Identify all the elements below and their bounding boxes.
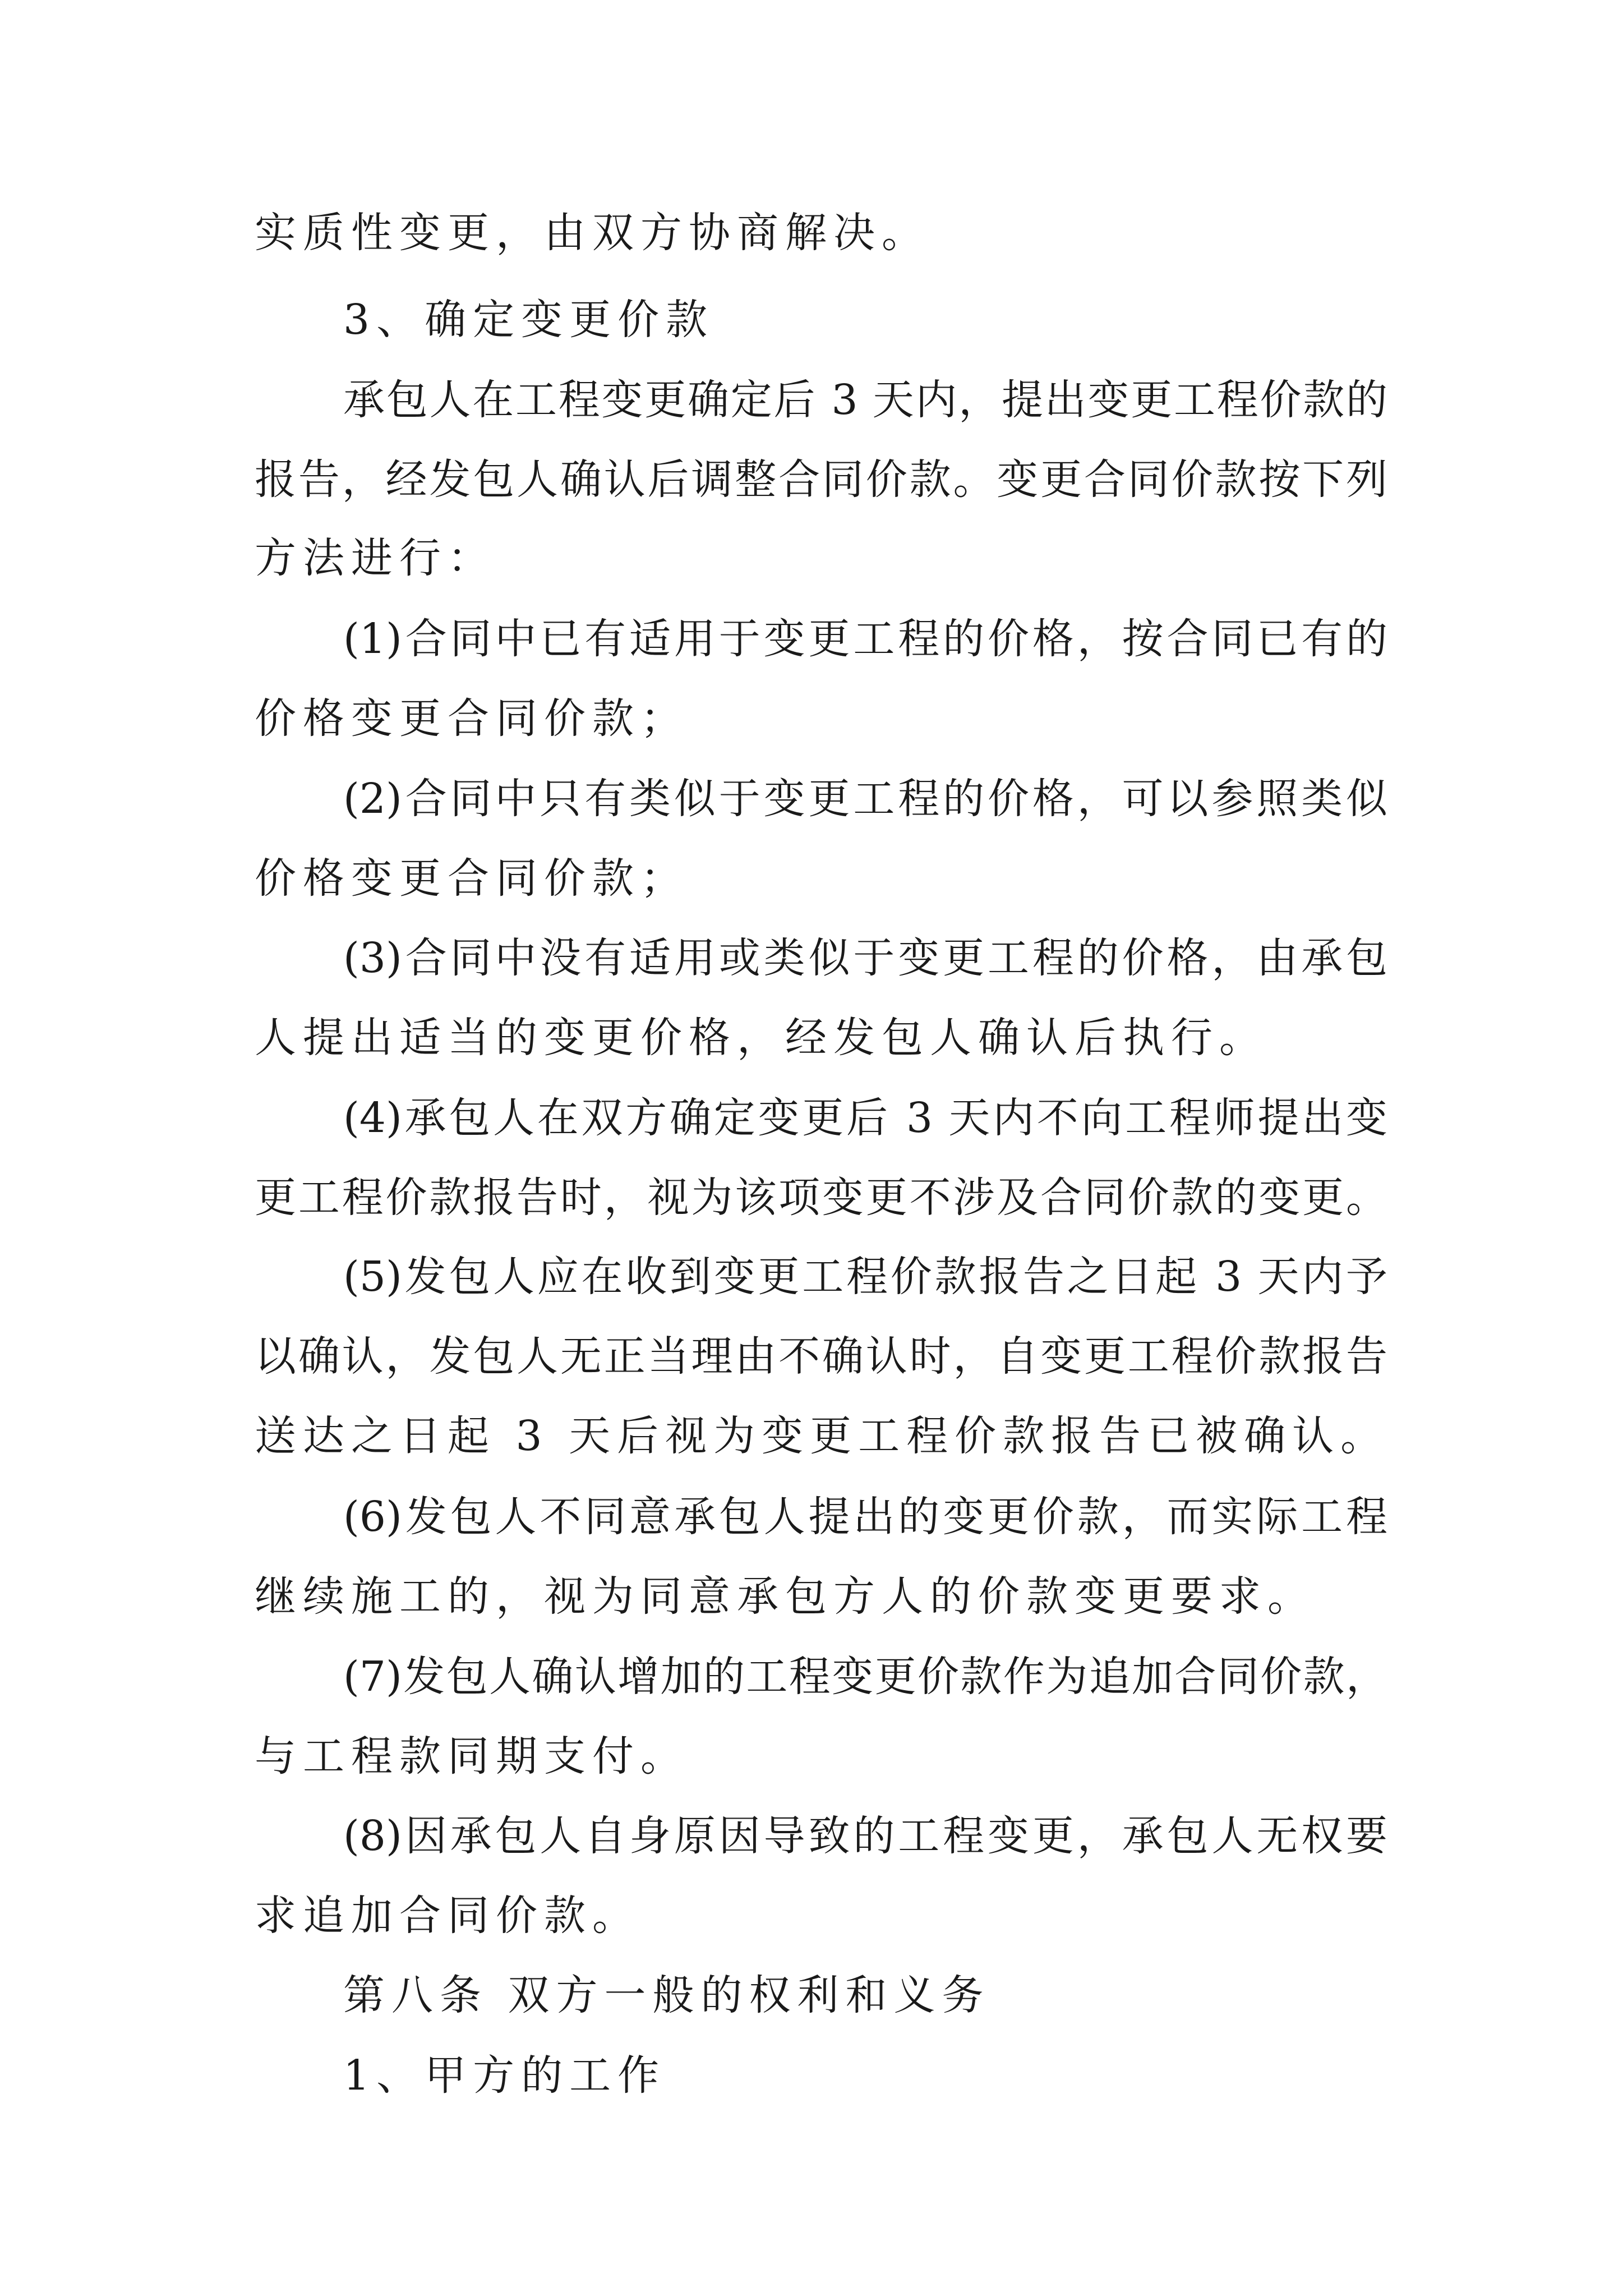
text-line: 价格变更合同价款； — [255, 694, 689, 743]
text-line: 报告，经发包人确认后调整合同价款。变更合同价款按下列 — [255, 455, 1387, 504]
text-line: (1)合同中已有适用于变更工程的价格，按合同已有的 — [343, 615, 1387, 663]
text-line: 与工程款同期支付。 — [255, 1732, 689, 1780]
text-line: 人提出适当的变更价格，经发包人确认后执行。 — [255, 1014, 1267, 1062]
text-line: 方法进行： — [255, 534, 496, 582]
text-line: (8)因承包人自身原因导致的工程变更，承包人无权要 — [343, 1812, 1387, 1860]
text-line: 送达之日起 3 天后视为变更工程价款报告已被确认。 — [255, 1412, 1389, 1460]
text-line: (5)发包人应在收到变更工程价款报告之日起 3 天内予 — [343, 1253, 1387, 1301]
text-line: (3)合同中没有适用或类似于变更工程的价格，由承包 — [343, 934, 1387, 982]
article-heading: 第八条 双方一般的权利和义务 — [343, 1971, 990, 2019]
text-line: 继续施工的，视为同意承包方人的价款变更要求。 — [255, 1572, 1316, 1621]
text-line: 价格变更合同价款； — [255, 854, 689, 903]
text-line: (7)发包人确认增加的工程变更价款作为追加合同价款， — [343, 1653, 1387, 1701]
section-heading: 1、甲方的工作 — [343, 2051, 666, 2100]
text-line: (4)承包人在双方确定变更后 3 天内不向工程师提出变 — [343, 1094, 1387, 1142]
text-line: 求追加合同价款。 — [255, 1892, 640, 1940]
section-heading: 3、确定变更价款 — [343, 296, 714, 344]
text-line: (2)合同中只有类似于变更工程的价格，可以参照类似 — [343, 775, 1387, 823]
text-line: (6)发包人不同意承包人提出的变更价款，而实际工程 — [343, 1493, 1387, 1541]
text-line: 承包人在工程变更确定后 3 天内，提出变更工程价款的 — [343, 376, 1387, 424]
text-line: 以确认，发包人无正当理由不确认时，自变更工程价款报告 — [255, 1332, 1387, 1381]
text-line: 实质性变更，由双方协商解决。 — [255, 209, 930, 257]
text-line: 更工程价款报告时，视为该项变更不涉及合同价款的变更。 — [255, 1174, 1387, 1222]
